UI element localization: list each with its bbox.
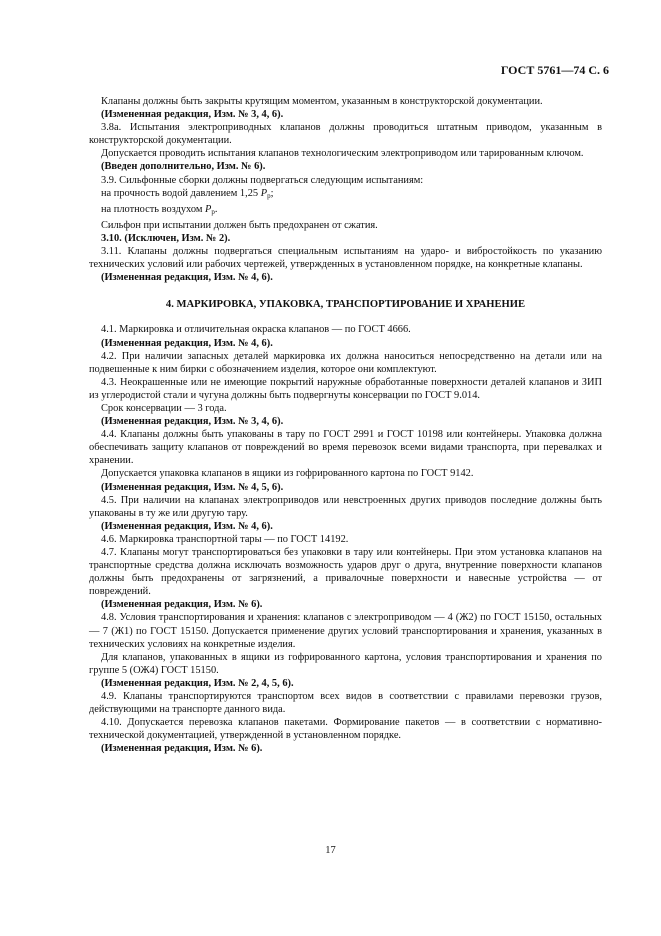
edition-note: (Измененная редакция, Изм. № 4, 6). [101, 337, 273, 349]
paragraph: Допускается проводить испытания клапанов технологическим электроприводом или тарированным ключом. [101, 148, 584, 160]
paragraph-4-5: 4.5. При наличии на клапанах электроприводов или невстроенных других приводов последние должны быть упакованы в ту же или другую тару. [89, 494, 602, 519]
document-body [89, 95, 602, 756]
paragraph-4-6: 4.6. Маркировка транспортной тары — по ГОСТ 14192. [101, 533, 349, 545]
edition-note: (Измененная редакция, Изм. № 4, 6). [101, 272, 273, 284]
paragraph-4-3: 4.3. Неокрашенные или не имеющие покрытий наружные обработанные поверхности деталей клапанов и ЗИП из углеродистой стали и чугуна должны быть подвергнуты консервации по ГОСТ 9.014. [89, 376, 602, 401]
paragraph: Для клапанов, упакованных в ящики из гофрированного картона, условия транспортирования и хранения по группе 5 (ОЖ4) ГОСТ 15150. [89, 651, 602, 676]
paragraph: Клапаны должны быть закрыты крутящим моментом, указанным в конструкторской документации. [101, 96, 543, 107]
paragraph-3-8a: 3.8а. Испытания электроприводных клапанов должны проводиться штатным приводом, указанным в конструкторской документации. [89, 122, 602, 147]
edition-note: (Измененная редакция, Изм. № 2, 4, 5, 6). [101, 677, 294, 689]
pressure-subscript: р [267, 191, 271, 200]
page-header: ГОСТ 5761—74 С. 6 [500, 63, 609, 77]
pressure-symbol: P [260, 187, 268, 199]
edition-note: (Введен дополнительно, Изм. № 6). [101, 161, 266, 173]
edition-note: (Измененная редакция, Изм. № 6). [101, 599, 263, 611]
pressure-symbol: P [205, 203, 212, 215]
paragraph-3-11: 3.11. Клапаны должны подвергаться специальным испытаниям на ударо- и вибростойкость по указанию технических условий или рабочих чертежей, утвержденных в установленном порядке, на конкретные клапаны. [89, 246, 602, 271]
paragraph-4-10: 4.10. Допускается перевозка клапанов пакетами. Формирование пакетов — в соответствии с нормативно-технической документацией, утвержденной в установленном порядке. [89, 717, 602, 742]
paragraph-4-4: 4.4. Клапаны должны быть упакованы в тару по ГОСТ 2991 и ГОСТ 10198 или контейнеры. Упаковка должна обеспечивать защиту клапанов от повреждений во время перевозок всеми видами транспорта, при перевалках и хранении. [89, 429, 602, 467]
section-title: 4. МАРКИРОВКА, УПАКОВКА, ТРАНСПОРТИРОВАНИЕ И ХРАНЕНИЕ [165, 299, 526, 311]
punctuation: ; [270, 187, 274, 199]
punctuation: . [214, 203, 218, 215]
paragraph: Допускается упаковка клапанов в ящики из гофрированного картона по ГОСТ 9142. [101, 468, 474, 480]
tightness-test-text: на плотность воздухом [101, 203, 206, 215]
strength-test-text: на прочность водой давлением 1,25 [101, 187, 261, 199]
paragraph-3-9: 3.9. Сильфонные сборки должны подвергаться следующим испытаниям: [101, 174, 424, 186]
paragraph-3-10: 3.10. (Исключен, Изм. № 2). [101, 232, 231, 244]
paragraph: Сильфон при испытании должен быть предохранен от сжатия. [101, 219, 378, 231]
paragraph-4-7: 4.7. Клапаны могут транспортироваться без упаковки в тару или контейнеры. При этом установка клапанов на транспортные средства должна исключать возможность ударов друг о друга, внутренние поверхности клапанов должны быть предохранены от загрязнений, а привалочные поверхности и навесные устройства — от повреждений. [89, 547, 602, 598]
edition-note: (Измененная редакция, Изм. № 3, 4, 6). [101, 416, 284, 428]
edition-note: (Измененная редакция, Изм. № 3, 4, 6). [101, 109, 284, 121]
paragraph-4-2: 4.2. При наличии запасных деталей маркировка их должна наноситься непосредственно на детали или на подвешенные к ним бирки с обозначением изделия, которое они комплектуют. [89, 350, 602, 375]
edition-note: (Измененная редакция, Изм. № 4, 6). [101, 520, 273, 532]
pressure-subscript: р [211, 207, 215, 216]
tightness-test-line [89, 203, 602, 219]
paragraph-4-9: 4.9. Клапаны транспортируются транспортом всех видов в соответствии с правилами перевозки грузов, действующими на транспорте данного вида. [89, 691, 602, 716]
edition-note: (Измененная редакция, Изм. № 4, 5, 6). [101, 481, 284, 493]
paragraph-4-1: 4.1. Маркировка и отличительная окраска клапанов — по ГОСТ 4666. [101, 324, 411, 336]
page-number: 17 [325, 845, 336, 856]
edition-note: (Измененная редакция, Изм. № 6). [101, 743, 263, 755]
paragraph: Срок консервации — 3 года. [101, 402, 227, 414]
strength-test-line [89, 187, 602, 203]
paragraph-4-8: 4.8. Условия транспортирования и хранения: клапанов с электроприводом — 4 (Ж2) по ГОСТ 15150, остальных — 7 (Ж1) по ГОСТ 15150. Допускается применение других условий транспортирования и хранения, указанных в технических условиях на конкретные изделия. [89, 612, 602, 650]
